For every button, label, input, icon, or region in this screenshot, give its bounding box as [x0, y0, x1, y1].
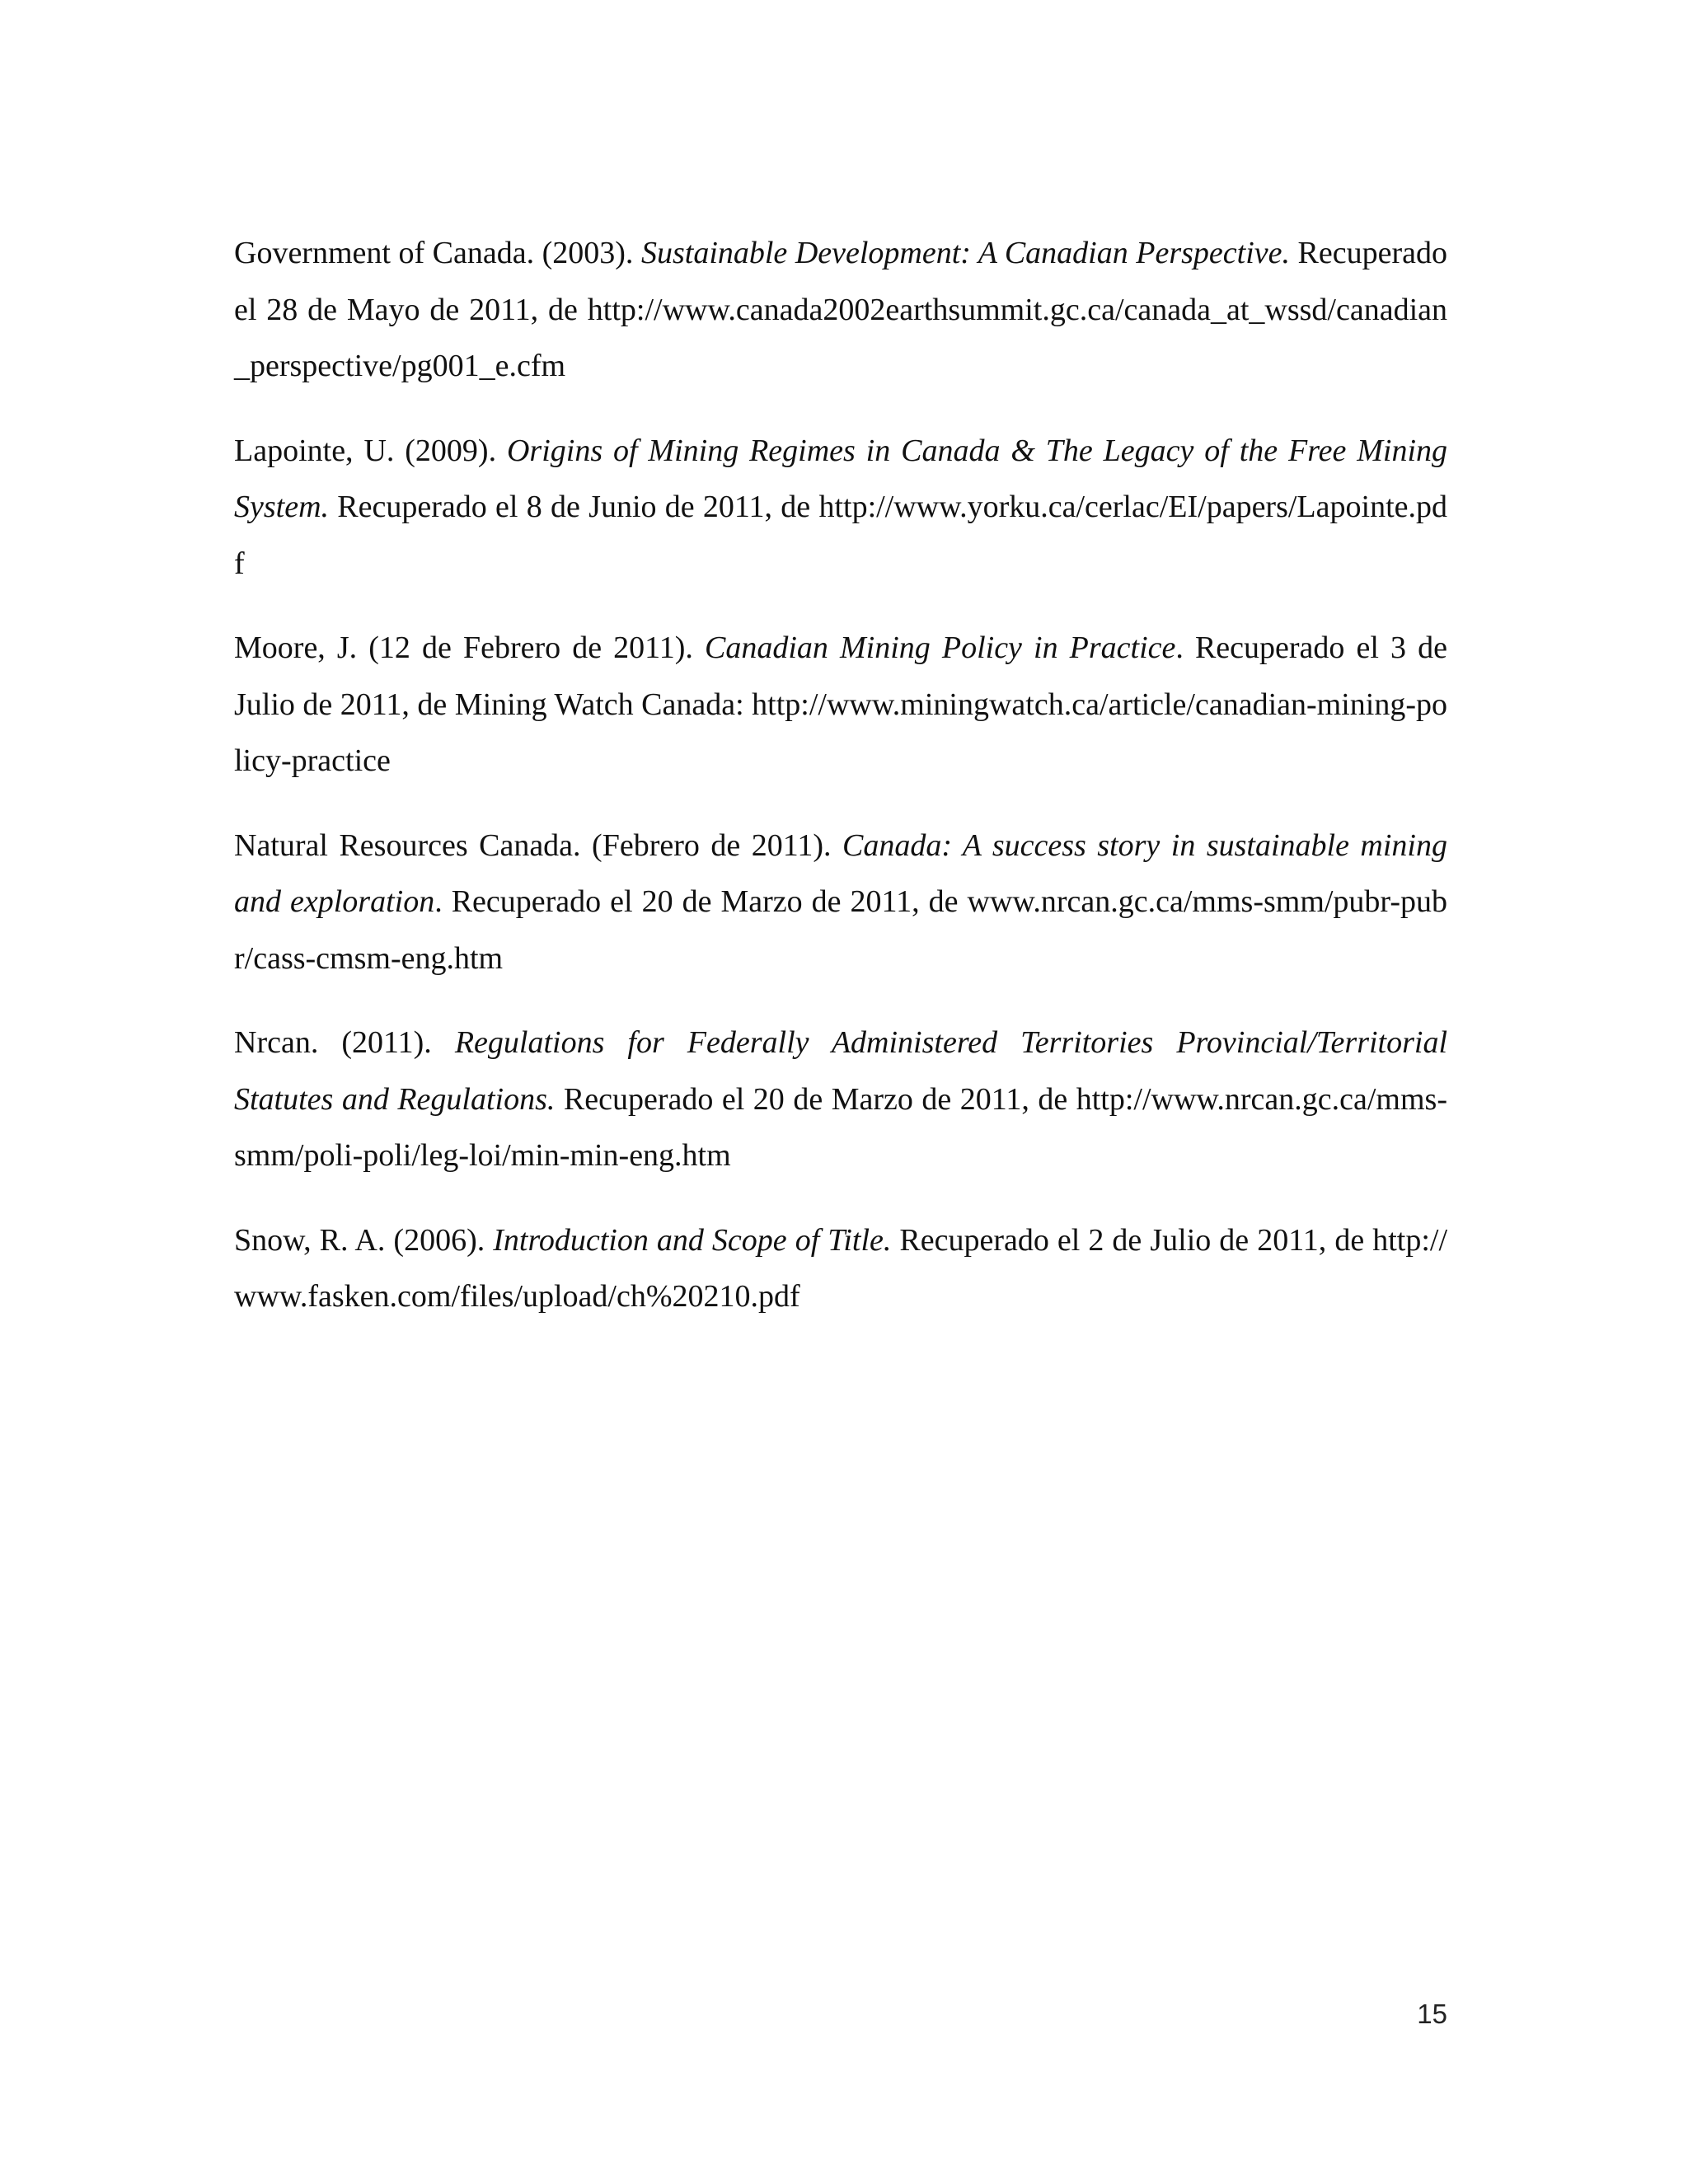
reference-url: http://www.nrcan.gc.ca/mms-smm/poli-poli/leg-loi/min-min-eng.htm	[234, 1081, 1447, 1173]
reference-authors: Government of Canada. (2003).	[234, 236, 641, 270]
reference-title: Canadian Mining Policy in Practice	[705, 630, 1176, 665]
reference-retrieval: Recuperado el 8 de Junio de 2011, de	[329, 490, 819, 524]
reference-retrieval: . Recuperado el 3 de Julio de 2011, de Mining Watch Canada:	[234, 630, 1447, 722]
reference-retrieval: Recuperado el 20 de Marzo de 2011, de	[555, 1081, 1076, 1117]
reference-authors: Natural Resources Canada. (Febrero de 2011).	[234, 827, 842, 863]
reference-entry	[234, 818, 1447, 987]
reference-retrieval: Recuperado el 2 de Julio de 2011, de	[891, 1222, 1373, 1258]
reference-url: http://www.fasken.com/files/upload/ch%20210.pdf	[234, 1222, 1448, 1314]
reference-title: Sustainable Development: A Canadian Perspective.	[640, 236, 1290, 270]
reference-authors: Moore, J. (12 de Febrero de 2011).	[234, 630, 706, 665]
reference-authors: Nrcan. (2011).	[234, 1025, 455, 1060]
reference-entry	[234, 225, 1447, 395]
reference-title: Canada: A success story in sustainable mining and exploration	[234, 827, 1447, 919]
reference-retrieval: Recuperado el 28 de Mayo de 2011, de	[234, 236, 1447, 327]
reference-title: Introduction and Scope of Title.	[493, 1222, 892, 1258]
reference-entry	[234, 620, 1447, 790]
reference-url: http://www.canada2002earthsummit.gc.ca/canada_at_wssd/canadian_perspective/pg001_e.cfm	[234, 292, 1447, 383]
reference-title: Regulations for Federally Administered Territories Provincial/Territorial Statutes and Regulations.	[234, 1025, 1448, 1117]
page-number: 15	[1417, 1999, 1447, 2029]
reference-entry	[234, 1212, 1447, 1325]
reference-title: Origins of Mining Regimes in Canada & The Legacy of the Free Mining System.	[234, 433, 1448, 524]
reference-entry	[234, 1015, 1447, 1184]
reference-url: www.nrcan.gc.ca/mms-smm/pubr-pubr/cass-cmsm-eng.htm	[234, 884, 1447, 976]
reference-authors: Lapointe, U. (2009).	[234, 433, 507, 468]
reference-list	[234, 225, 1447, 1353]
reference-entry	[234, 423, 1447, 593]
reference-url: http://www.miningwatch.ca/article/canadian-mining-policy-practice	[234, 687, 1447, 778]
reference-authors: Snow, R. A. (2006).	[234, 1222, 494, 1258]
reference-url: http://www.yorku.ca/cerlac/EI/papers/Lapointe.pdf	[234, 490, 1447, 581]
reference-retrieval: . Recuperado el 20 de Marzo de 2011, de	[434, 884, 968, 919]
